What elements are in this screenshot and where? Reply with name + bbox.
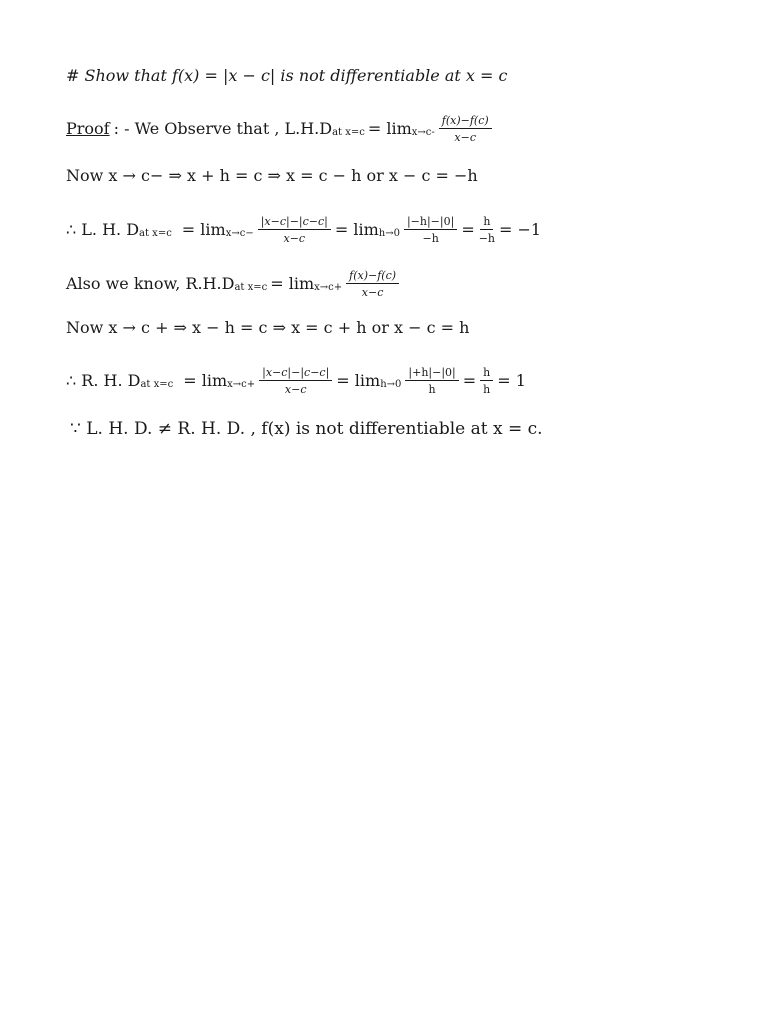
right-approach-line [66, 320, 469, 336]
problem-title [66, 68, 507, 84]
rhd-num1: |x−c|−|c−c| [259, 367, 332, 381]
rhd-den2: h [428, 383, 436, 396]
also-eq: = lim [270, 274, 315, 293]
lhd-lim2-sub: h→0 [378, 228, 400, 239]
also-fraction-num: f(x)−f(c) [346, 270, 399, 284]
lhd-eq1: = lim [181, 220, 226, 239]
lhd-line [66, 216, 541, 244]
lhd-num2: |−h|−|0| [404, 216, 457, 230]
lhd-fraction-3 [479, 216, 495, 244]
rhd-eq2: = lim [336, 371, 381, 390]
lhd-lim1-sub: x→c− [225, 228, 254, 239]
rhd-lim2-sub: h→0 [380, 379, 402, 390]
also-line [66, 270, 403, 298]
lhd-eq3: = [461, 220, 475, 239]
lhd-result: = −1 [499, 220, 542, 239]
conclusion-text: ∵ L. H. D. ≠ R. H. D. , f(x) is not differentiable at x = c. [70, 419, 543, 439]
proof-fraction-den: x−c [454, 131, 477, 144]
lhd-num3: h [480, 216, 493, 230]
proof-fraction-num: f(x)−f(c) [439, 115, 492, 129]
rhd-eq3: = [462, 371, 477, 390]
rhd-line [66, 367, 526, 395]
proof-sub: at x=c [332, 127, 365, 138]
proof-line [66, 115, 496, 143]
lhd-num1: |x−c|−|c−c| [258, 216, 331, 230]
lhd-den2: −h [422, 232, 439, 245]
also-fraction [346, 270, 399, 298]
rhd-result: = 1 [497, 371, 526, 390]
proof-label: Proof [66, 119, 110, 138]
lhd-sub: at x=c [139, 228, 172, 239]
proof-fraction [439, 115, 492, 143]
also-fraction-den: x−c [361, 286, 384, 299]
also-lim-sub: x→c+ [314, 282, 343, 293]
lhd-prefix: ∴ L. H. D [66, 220, 140, 239]
also-sub: at x=c [234, 282, 268, 293]
proof-eq: = lim [367, 119, 412, 138]
rhd-fraction-3 [480, 367, 493, 395]
left-approach-line [66, 168, 478, 184]
lhd-fraction-1 [258, 216, 331, 244]
rhd-fraction-1 [259, 367, 332, 395]
rhd-den3: h [483, 383, 491, 396]
rhd-eq1: = lim [183, 371, 228, 390]
lhd-fraction-2 [404, 216, 457, 244]
lhd-den1: x−c [283, 232, 306, 245]
right-approach-text: Now x → c + ⇒ x − h = c ⇒ x = c + h or x − c = h [66, 318, 470, 337]
lhd-den3: −h [478, 232, 496, 245]
problem-title-text: # Show that f(x) = |x − c| is not differentiable at x = c [66, 66, 508, 85]
lhd-eq2: = lim [334, 220, 379, 239]
rhd-num3: h [480, 367, 493, 381]
rhd-lim1-sub: x→c+ [227, 379, 256, 390]
rhd-prefix: ∴ R. H. D [66, 371, 141, 390]
conclusion-line [70, 421, 543, 438]
rhd-fraction-2 [405, 367, 458, 395]
proof-text: : - We Observe that , L.H.D [113, 119, 333, 138]
also-text: Also we know, R.H.D [66, 274, 235, 293]
rhd-num2: |+h|−|0| [405, 367, 458, 381]
rhd-den1: x−c [284, 383, 307, 396]
rhd-sub: at x=c [140, 379, 174, 390]
proof-lim-sub: x→c- [411, 127, 435, 138]
left-approach-text: Now x → c− ⇒ x + h = c ⇒ x = c − h or x − c = −h [66, 166, 478, 185]
